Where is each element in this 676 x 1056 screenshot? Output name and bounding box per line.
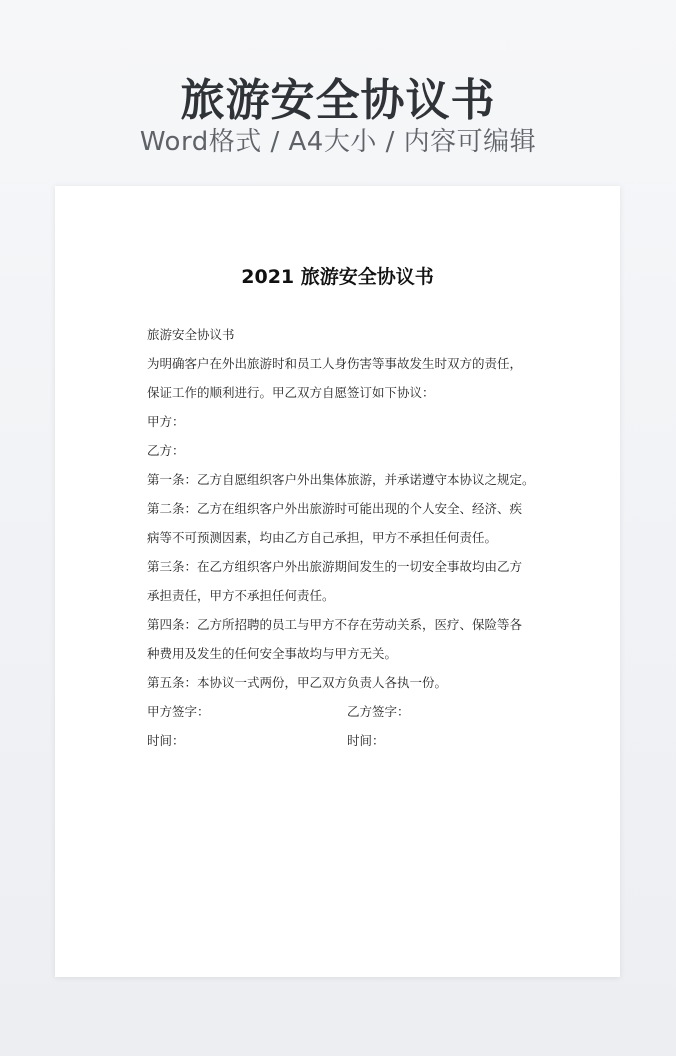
document-line: 种费用及发生的任何安全事故均与甲方无关。 [147, 646, 398, 661]
party-a-time-label: 时间： [147, 733, 185, 748]
document-page [55, 186, 620, 977]
document-title: 2021 旅游安全协议书 [241, 266, 434, 288]
document-body [147, 320, 537, 755]
document-line: 第二条：乙方在组织客户外出旅游时可能出现的个人安全、经济、疾 [147, 501, 523, 516]
document-line: 第三条：在乙方组织客户外出旅游期间发生的一切安全事故均由乙方 [147, 559, 523, 574]
document-line: 旅游安全协议书 [147, 327, 235, 342]
document-line: 病等不可预测因素，均由乙方自己承担，甲方不承担任何责任。 [147, 530, 498, 545]
document-line: 乙方： [147, 443, 185, 458]
banner-title: 旅游安全协议书 [180, 75, 496, 126]
document-line: 甲方： [147, 414, 185, 429]
document-line: 承担责任，甲方不承担任何责任。 [147, 588, 335, 603]
document-line: 保证工作的顺利进行。甲乙双方自愿签订如下协议： [147, 385, 435, 400]
banner-header [0, 0, 676, 180]
party-b-time-label: 时间： [347, 733, 385, 748]
signature-row [147, 697, 537, 726]
banner-subtitle: Word格式 / A4大小 / 内容可编辑 [139, 127, 537, 157]
party-a-signature-label: 甲方签字： [147, 704, 210, 719]
document-line: 第四条：乙方所招聘的员工与甲方不存在劳动关系，医疗、保险等各 [147, 617, 523, 632]
time-row [147, 726, 537, 755]
document-line: 第五条：本协议一式两份，甲乙双方负责人各执一份。 [147, 675, 448, 690]
document-line: 第一条：乙方自愿组织客户外出集体旅游，并承诺遵守本协议之规定。 [147, 472, 535, 487]
document-line: 为明确客户在外出旅游时和员工人身伤害等事故发生时双方的责任， [147, 356, 523, 371]
party-b-signature-label: 乙方签字： [347, 704, 410, 719]
